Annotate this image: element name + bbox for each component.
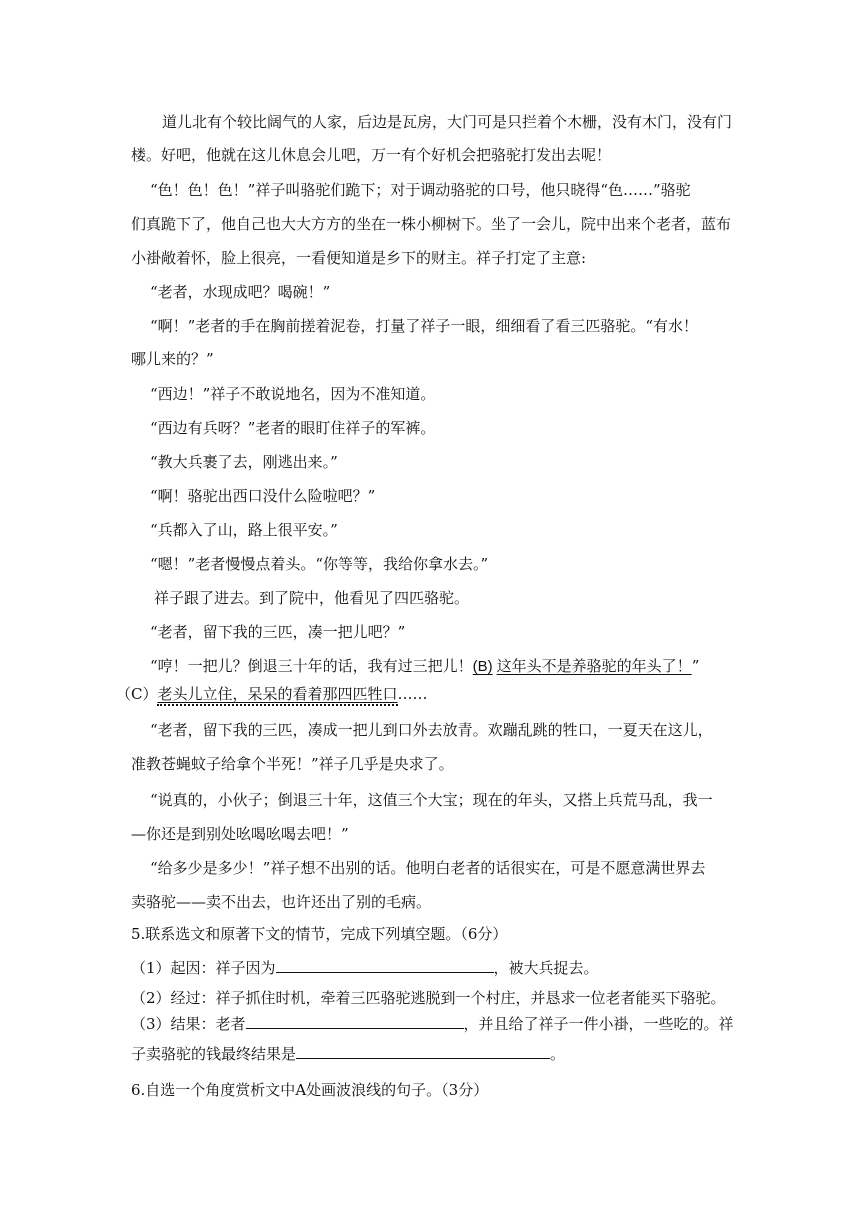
passage-line: 祥子跟了进去。到了院中，他看见了四匹骆驼。 bbox=[154, 589, 470, 607]
passage-line: “老者，留下我的三匹，凑成一把儿到口外去放青。欢蹦乱跳的牲口，一夏天在这儿， bbox=[150, 721, 713, 739]
question-text: 。 bbox=[550, 1045, 566, 1063]
passage-line: 准教苍蝇蚊子给拿个半死！”祥子几乎是央求了。 bbox=[131, 755, 454, 773]
passage-line: —你还是到别处吆喝吆喝去吧！” bbox=[131, 825, 349, 843]
passage-line: “说真的，小伙子；倒退三十年，这值三个大宝；现在的年头，又搭上兵荒马乱，我一 bbox=[150, 791, 713, 809]
question-text: ，被大兵捉去。 bbox=[493, 959, 599, 977]
question-text: （1）起因：祥子因为 bbox=[131, 959, 276, 977]
answer-blank[interactable] bbox=[276, 958, 494, 973]
passage-line: 小褂敞着怀，脸上很亮，一看便知道是乡下的财主。祥子打定了主意: bbox=[131, 249, 587, 267]
dotted-sentence-c: 老头儿立住，呆呆的看着那四匹牲口 bbox=[157, 685, 397, 706]
passage-line: “教大兵裹了去，刚逃出来。” bbox=[150, 453, 338, 471]
passage-line bbox=[116, 684, 428, 704]
question-text: ，并且给了祥子一件小褂，一些吃的。祥 bbox=[463, 1015, 734, 1033]
passage-line: 哪儿来的？” bbox=[131, 350, 214, 368]
question-text: （3）结果：老者 bbox=[131, 1015, 246, 1033]
passage-line: “啊！骆驼出西口没什么险啦吧？” bbox=[150, 487, 376, 505]
answer-blank[interactable] bbox=[246, 1014, 464, 1029]
marker-b: (B) bbox=[472, 658, 493, 675]
passage-line: “老者，留下我的三匹，凑一把儿吧？” bbox=[150, 623, 406, 641]
underlined-sentence-b: 这年头不是养骆驼的年头了！ bbox=[496, 657, 692, 675]
passage-line: “嗯！”老者慢慢点着头。“你等等，我给你拿水去。” bbox=[150, 555, 489, 573]
question-5: 5.联系选文和原著下文的情节，完成下列填空题。（6分） bbox=[131, 925, 508, 943]
dialogue-text: ” bbox=[691, 657, 700, 675]
question-5-2: （2）经过：祥子抓住时机，牵着三匹骆驼逃脱到一个村庄，并恳求一位老者能买下骆驼。 bbox=[131, 989, 726, 1007]
passage-line bbox=[150, 656, 699, 677]
passage-line: “色！色！色！”祥子叫骆驼们跪下；对于调动骆驼的口号，他只晓得“色……”骆驼 bbox=[150, 181, 691, 199]
passage-line: “给多少是多少！”祥子想不出别的话。他明白老者的话很实在，可是不愿意满世界去 bbox=[150, 859, 706, 877]
question-5-3-cont bbox=[131, 1044, 565, 1064]
question-5-3 bbox=[131, 1014, 734, 1034]
passage-line: “西边有兵呀？”老者的眼盯住祥子的军裤。 bbox=[150, 419, 436, 437]
question-text: 子卖骆驼的钱最终结果是 bbox=[131, 1045, 297, 1063]
ellipsis: …… bbox=[397, 685, 428, 703]
answer-blank[interactable] bbox=[296, 1044, 550, 1059]
passage-line: “西边！”祥子不敢说地名，因为不准知道。 bbox=[150, 385, 436, 403]
passage-line: “老者，水现成吧？喝碗！” bbox=[150, 283, 331, 301]
question-5-1 bbox=[131, 958, 599, 978]
passage-line: “啊！”老者的手在胸前搓着泥卷，打量了祥子一眼，细细看了看三匹骆驼。“有水！ bbox=[150, 317, 699, 335]
passage-line: 卖骆驼——卖不出去，也许还出了别的毛病。 bbox=[131, 893, 432, 911]
marker-c: （C） bbox=[116, 685, 158, 703]
passage-line: 道儿北有个较比阔气的人家，后边是瓦房，大门可是只拦着个木栅，没有木门，没有门 bbox=[162, 113, 733, 131]
dialogue-text: “哼！一把儿？倒退三十年的话，我有过三把儿！ bbox=[150, 657, 473, 675]
passage-line: “兵都入了山，路上很平安。” bbox=[150, 521, 338, 539]
passage-line: 楼。好吧，他就在这儿休息会儿吧，万一有个好机会把骆驼打发出去呢！ bbox=[131, 146, 612, 164]
question-6: 6.自选一个角度赏析文中A处画波浪线的句子。（3分） bbox=[131, 1081, 489, 1099]
passage-line: 们真跪下了，他自己也大大方方的坐在一株小柳树下。坐了一会儿，院中出来个老者，蓝布 bbox=[131, 215, 732, 233]
